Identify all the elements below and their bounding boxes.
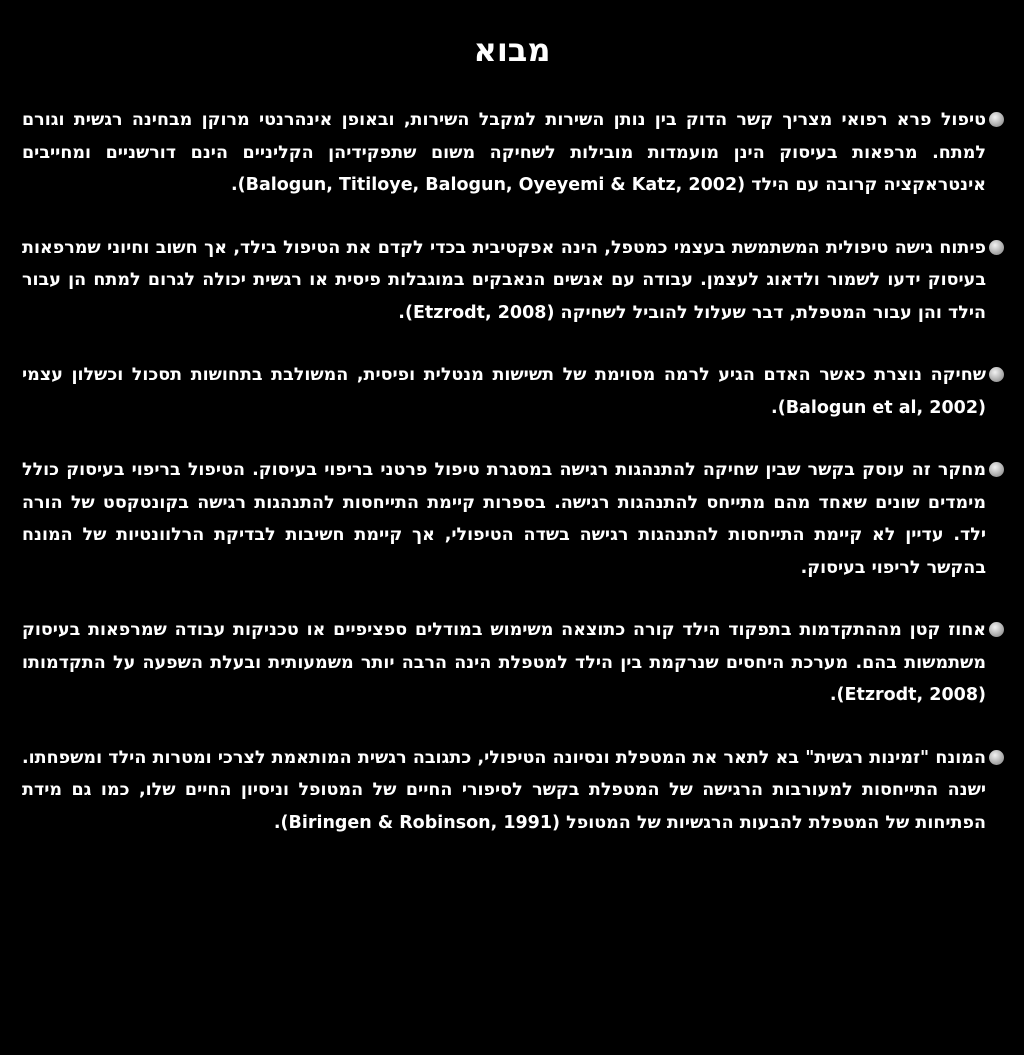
bullet-dot-icon: [989, 622, 1004, 637]
bullet-item: [22, 742, 1004, 840]
bullet-text: פיתוח גישה טיפולית המשתמשת בעצמי כמטפל, הינה אפקטיבית בכדי לקדם את הטיפול בילד, אך חשוב וחיוני שמרפאות בעיסוק ידעו לשמור ולדאוג לעצמן. עבודה עם אנשים הנאבקים במוגבלות פיסית או רגשית יכולה לגרום למתח הן עבור הילד והן עבור המטפלת, דבר שעלול להוביל לשחיקה (Etzrodt, 2008).: [22, 237, 986, 323]
bullet-text: המונח "זמינות רגשית" בא לתאר את המטפלת ונסיונה הטיפולי, כתגובה רגשית המותאמת לצרכי ומטרות הילד ומשפחתו. ישנה התייחסות למעורבות הרגישה של המטפלת בקשר לסיפורי החיים של המטופל וניסיון החיים שלו, כמו גם מידת הפתיחות של המטפלת להבעות הרגשיות של המטופל (Biringen & Robinson, 1991).: [22, 747, 986, 833]
slide-title: מבוא: [473, 31, 551, 69]
bullet-text: מחקר זה עוסק בקשר שבין שחיקה להתנהגות רגישה במסגרת טיפול פרטני בריפוי בעיסוק. הטיפול בריפוי בעיסוק כולל מימדים שונים שאחד מהם מתייחס להתנהגות רגישה. בספרות קיימת התייחסות להתנהגות רגישה בקונטקסט של הורה ילד. עדיין לא קיימת התייחסות להתנהגות רגישה בשדה הטיפולי, אך קיימת חשיבות לבדיקת הרלוונטיות של המונח בהקשר לריפוי בעיסוק.: [22, 460, 986, 578]
bullet-item: [22, 614, 1004, 712]
bullet-item: [22, 359, 1004, 424]
bullet-text: אחוז קטן מההתקדמות בתפקוד הילד קורה כתוצאה משימוש במודלים ספציפיים או טכניקות עבודה שמרפאות בעיסוק משתמשות בהם. מערכת היחסים שנרקמת בין הילד למטפלת הינה הרבה יותר משמעותית ובעלת השפעה על התקדמותו (Etzrodt, 2008).: [22, 620, 986, 705]
bullet-item: [22, 104, 1004, 202]
bullet-text: שחיקה נוצרת כאשר האדם הגיע לרמה מסוימת של תשישות מנטלית ופיסית, המשולבת בתחושות תסכול וכשלון עצמי (Balogun et al, 2002).: [22, 365, 986, 418]
bullet-dot-icon: [989, 367, 1004, 382]
bullet-dot-icon: [989, 750, 1004, 765]
bullet-dot-icon: [989, 462, 1004, 477]
bullet-item: [22, 232, 1004, 330]
bullet-list: [22, 104, 1004, 869]
bullet-dot-icon: [989, 240, 1004, 255]
bullet-item: [22, 454, 1004, 584]
bullet-dot-icon: [989, 112, 1004, 127]
bullet-text: טיפול פרא רפואי מצריך קשר הדוק בין נותן השירות למקבל השירות, ובאופן אינהרנטי מרוקן מבחינה רגשית וגורם למתח. מרפאות בעיסוק הינן מועמדות מובילות לשחיקה משום שתפקידיהן הקליניים הינם דורשניים ומחייבים אינטראקציה קרובה עם הילד (Balogun, Titiloye, Balogun, Oyeyemi & Katz, 2002).: [22, 110, 986, 195]
